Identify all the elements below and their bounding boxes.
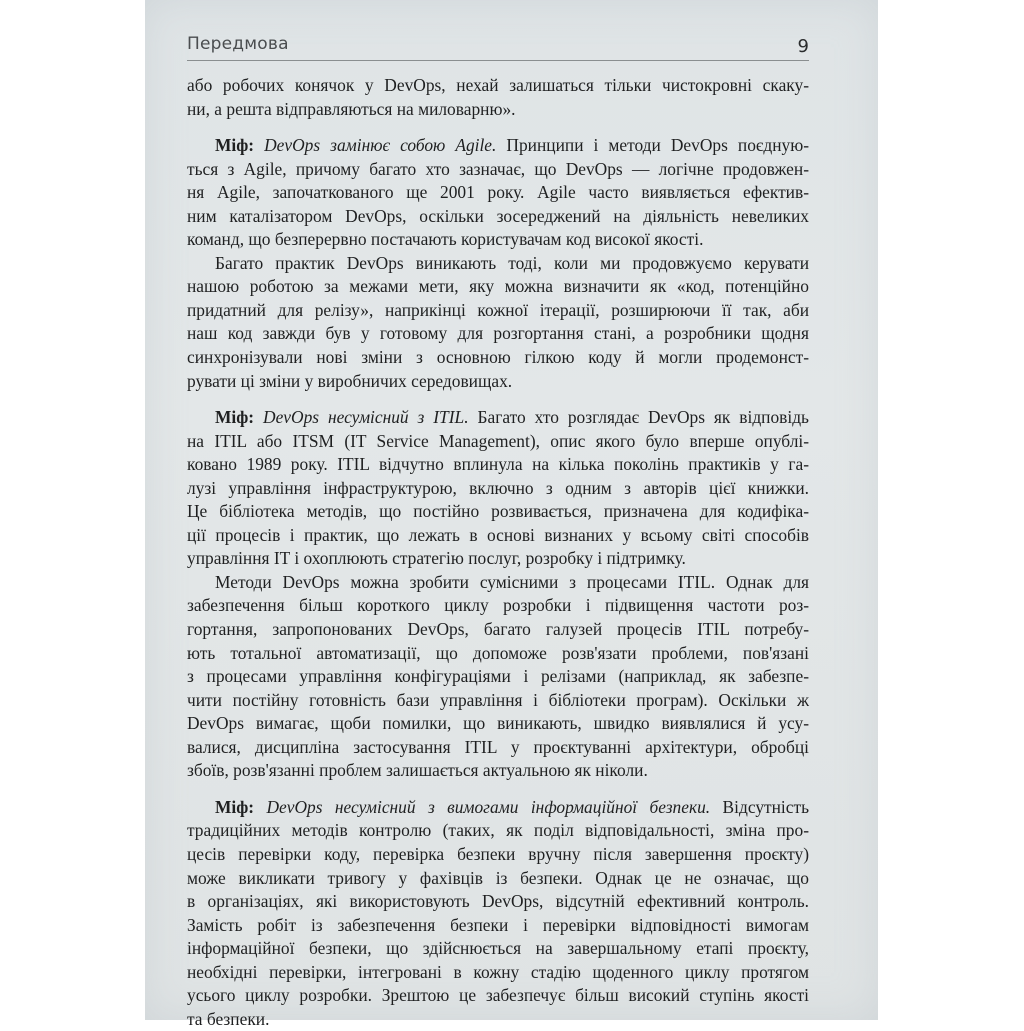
text-line (187, 796, 809, 820)
running-header (187, 30, 809, 61)
text-line: команд, що безперервно постачають користувачам код високої якості. (187, 229, 704, 250)
body-text (187, 74, 809, 1031)
text-line: Багато практик DevOps виникають тоді, коли ми продовжуємо керувати (215, 252, 809, 273)
text-line: лузі управління інфраструктурою, включно з одним з авторів цієї книжки. (187, 477, 809, 498)
text-line: ковано 1989 року. ITIL відчутно вплинула на кілька поколінь практиків у га- (187, 454, 809, 475)
text-line: чити постійну готовність бази управління і бібліотеки програм). Оскільки ж (187, 689, 809, 710)
text-line (187, 406, 809, 430)
page-number: 9 (797, 36, 809, 57)
text-line: збоїв, розв'язанні проблем залишається актуальною як ніколи. (187, 760, 648, 781)
text-line: ни, а решта відправляються на миловарню». (187, 98, 516, 119)
paragraph-myth-security (187, 796, 809, 1031)
myth-label: Міф: (215, 135, 255, 156)
text-line: Методи DevOps можна зробити сумісними з процесами ITIL. Однак для (215, 571, 809, 592)
text-line: традиційних методів контролю (таких, як поділ відповідальності, зміна про- (187, 820, 809, 841)
paragraph-body (187, 252, 809, 393)
paragraph-myth-itil (187, 406, 809, 571)
text-line: синхронізували нові зміни з основною гілкою коду й могли продемонст- (187, 347, 809, 368)
text-line: Замість робіт із забезпечення безпеки і перевірки відповідності вимогам (187, 914, 809, 935)
text-line: може викликати тривогу у фахівців із безпеки. Однак це не означає, що (187, 867, 809, 888)
text-fragment: Принципи і методи DevOps поєдную- (506, 135, 809, 156)
book-page (145, 0, 878, 1029)
text-line: з процесами управління конфігураціями і релізами (наприклад, як забезпе- (187, 666, 809, 687)
text-line: в організаціях, які використовують DevOps, відсутній ефективний контроль. (187, 891, 809, 912)
section-title: Передмова (187, 34, 289, 54)
text-line: ня Agile, започаткованого ще 2001 року. Agile часто виявляється ефектив- (187, 182, 809, 203)
text-line (187, 134, 809, 158)
text-fragment: Відсутність (722, 796, 809, 817)
myth-title: DevOps замінює собою Agile. (264, 135, 497, 156)
paragraph-body (187, 571, 809, 783)
text-line: валися, дисципліна застосування ITIL у проєктуванні архітектури, обробці (187, 736, 809, 757)
text-line: забезпечення більш короткого циклу розробки і підвищення частоти роз- (187, 595, 809, 616)
myth-label: Міф: (215, 796, 255, 817)
text-line: та безпеки. (187, 1008, 270, 1029)
text-line: ції процесів і практик, що лежать в основі визнаних у всьому світі способів (187, 524, 809, 545)
text-line: придатний для релізу», наприкінці кожної ітерації, розширюючи її так, аби (187, 299, 809, 320)
text-line: інформаційної безпеки, що здійснюється на завершальному етапі проєкту, (187, 938, 809, 959)
myth-title: DevOps несумісний з ITIL. (263, 407, 469, 428)
text-line: на ITIL або ITSM (IT Service Management), опис якого було вперше опублі- (187, 430, 809, 451)
text-line: наш код завжди був у готовому для розгортання стані, а розробники щодня (187, 323, 809, 344)
paragraph-myth-agile (187, 134, 809, 252)
paragraph-continuation (187, 74, 809, 121)
text-line: або робочих конячок у DevOps, нехай залишаться тільки чистокровні скаку- (187, 75, 809, 95)
myth-title: DevOps несумісний з вимогами інформаційної безпеки. (266, 796, 711, 817)
text-line: усього циклу розробки. Зрештою це забезпечує більш високий ступінь якості (187, 985, 809, 1006)
text-line: необхідні перевірки, інтегровані в кожну стадію щоденного циклу протягом (187, 961, 809, 982)
text-line: DevOps вимагає, щоби помилки, що виникають, швидко виявлялися й усу- (187, 713, 809, 734)
text-line: ним каталізатором DevOps, оскільки зосереджений на діяльність невеликих (187, 205, 809, 226)
text-line: управління IT і охоплюють стратегію послуг, розробку і підтримку. (187, 548, 686, 569)
text-line: ться з Agile, причому багато хто зазначає, що DevOps — логічне продовжен- (187, 158, 809, 179)
myth-label: Міф: (215, 407, 255, 428)
text-fragment: Багато хто розглядає DevOps як відповідь (477, 407, 809, 428)
text-line: гортання, запропонованих DevOps, багато галузей процесів ITIL потребу- (187, 619, 809, 640)
text-line: ють тотальної автоматизації, що допоможе розв'язати проблеми, пов'язані (187, 642, 809, 663)
text-line: нашою роботою за межами мети, яку можна визначити як «код, потенційно (187, 276, 809, 297)
text-line: цесів перевірки коду, перевірка безпеки вручну після завершення проєкту) (187, 843, 809, 864)
text-line: Це бібліотека методів, що постійно розвивається, призначена для кодифіка- (187, 501, 809, 522)
text-line: рувати ці зміни у виробничих середовищах. (187, 370, 513, 391)
